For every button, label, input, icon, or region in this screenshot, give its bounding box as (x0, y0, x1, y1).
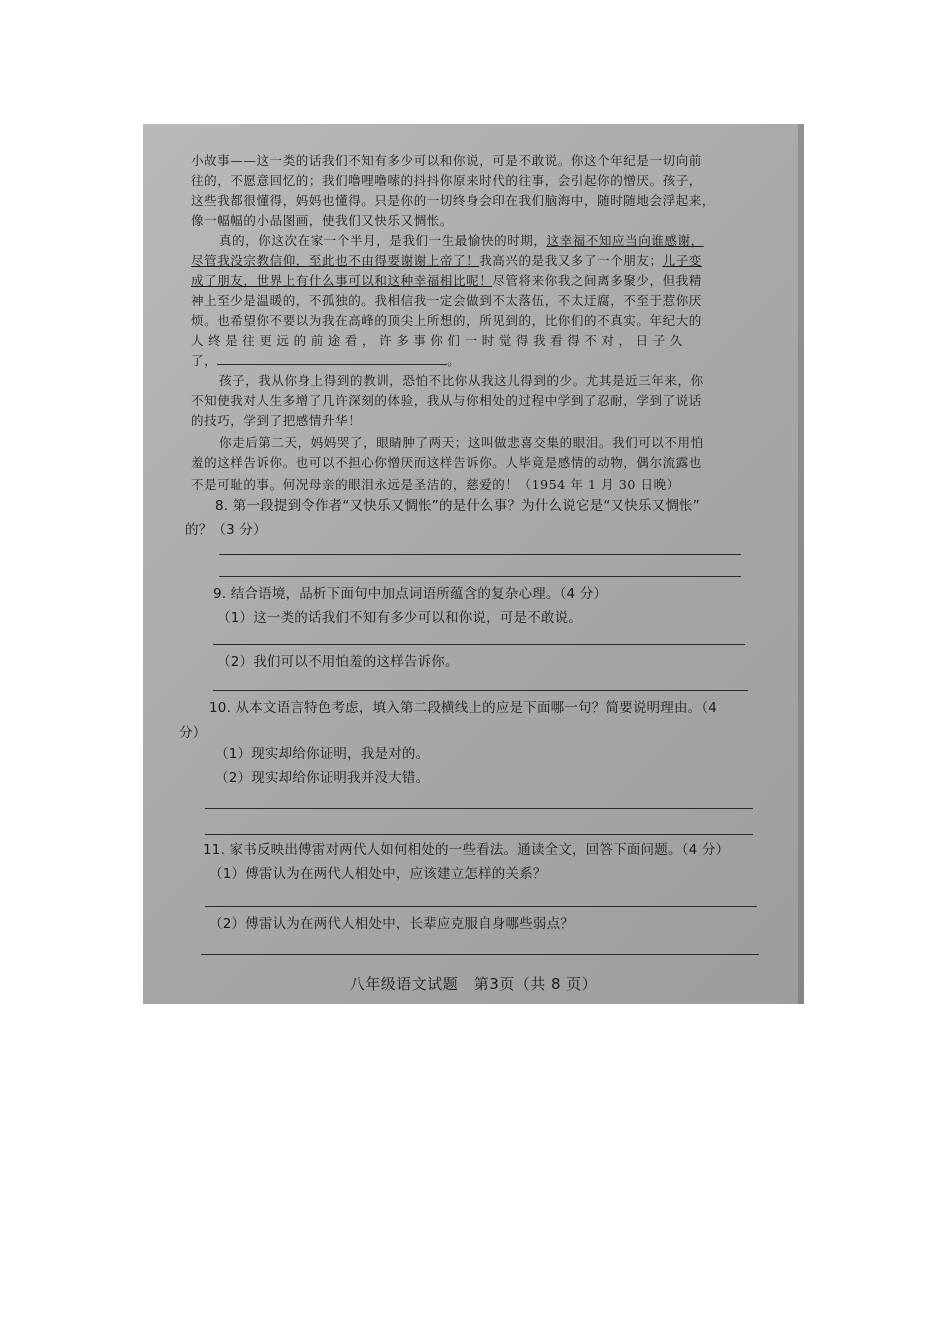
question-9-sub-1: （1）这一类的话我们不知有多少可以和你说，可是不敢说。 (217, 610, 582, 626)
underlined-text: 儿子变 (662, 253, 702, 268)
passage-p2-line (219, 232, 704, 249)
passage-p3-line: 孩子，我从你身上得到的教训，恐怕不比你从我这儿得到的少。尤其是近三年来，你 (219, 373, 704, 388)
underlined-text: 这幸福不知应当向谁感谢， (546, 233, 704, 248)
passage-p1-line: 像一幅幅的小品图画，使我们又快乐又惆怅。 (191, 213, 454, 228)
page-edge-shadow (798, 124, 804, 1004)
underlined-text: 尽管我没宗教信仰，至此也不由得要谢谢上帝了！ (191, 253, 480, 268)
question-11-sub-1: （1）傅雷认为在两代人相处中，应该建立怎样的关系？ (209, 866, 547, 882)
answer-line (213, 644, 745, 645)
question-9-stem: 9. 结合语境，品析下面句中加点词语所蕴含的复杂心理。（4 分） (213, 586, 608, 602)
page-footer: 八年级语文试题 第3页（共 8 页） (349, 975, 598, 993)
passage-text: 尽管将来你我之间离多聚少，但我精 (492, 273, 702, 288)
passage-text: 我高兴的是我又多了一个朋友； (479, 253, 663, 268)
answer-line (205, 834, 753, 835)
passage-text: 真的，你这次在家一个半月，是我们一生最愉快的时期， (219, 233, 547, 248)
question-10-option-2: （2）现实却给你证明我并没大错。 (215, 770, 430, 786)
exam-page-photo (143, 124, 804, 1004)
question-10-stem-cont: 分） (179, 725, 207, 741)
passage-p1-line: 小故事——这一类的话我们不知有多少可以和你说，可是不敢说。你这个年纪是一切向前 (191, 153, 702, 168)
passage-p2-line (191, 272, 702, 289)
passage-p4-line: 你走后第二天，妈妈哭了，眼睛肿了两天；这叫做悲喜交集的眼泪。我们可以不用怕 (219, 435, 704, 450)
question-8-stem-cont: 的？（3 分） (185, 522, 267, 538)
passage-p2-line (191, 252, 702, 269)
underlined-text: 成了朋友，世界上有什么事可以和这种幸福相比呢！ (191, 273, 493, 288)
passage-p4-line: 羞的这样告诉你。也可以不担心你憎厌而这样告诉你。人毕竟是感情的动物，偶尔流露也 (191, 455, 702, 470)
question-9-sub-2: （2）我们可以不用怕羞的这样告诉你。 (217, 654, 459, 670)
question-8-stem: 8. 第一段提到令作者“又快乐又惆怅”的是什么事？为什么说它是“又快乐又惆怅” (215, 498, 700, 514)
question-10-option-1: （1）现实却给你证明，我是对的。 (215, 746, 430, 762)
passage-p1-line: 这些我都很懂得，妈妈也懂得。只是你的一切终身会印在我们脑海中，随时随地会浮起来， (191, 193, 716, 208)
passage-p3-line: 不知使我对人生多增了几许深刻的体验，我从与你相处的过程中学到了忍耐，学到了说话 (191, 393, 702, 408)
answer-line (205, 906, 757, 907)
passage-p2-line: 人终是往更远的前途看，许多事你们一时觉得我看得不对，日子久 (191, 333, 687, 348)
passage-text: 了， (191, 353, 218, 368)
question-10-stem: 10. 从本文语言特色考虑，填入第二段横线上的应是下面哪一句？简要说明理由。（4 (209, 700, 718, 716)
passage-p4-line: 不是可耻的事。何况母亲的眼泪永远是圣洁的，慈爱的！（1954 年 1 月 30 日晚） (191, 477, 680, 492)
passage-p2-line: 烦。也希望你不要以为我在高峰的顶尖上所想的，所见到的，比你们的不真实。年纪大的 (191, 313, 702, 328)
passage-p2-line (191, 352, 460, 369)
passage-text: 。 (447, 353, 461, 368)
fill-in-blank (217, 352, 447, 365)
passage-p2-line: 神上至少是温暖的，不孤独的。我相信我一定会做到不太落伍，不太迂腐，不至于惹你厌 (191, 293, 702, 308)
answer-line (205, 808, 753, 809)
passage-p3-line: 的技巧，学到了把感情升华！ (191, 413, 362, 428)
answer-line (201, 954, 759, 955)
question-11-sub-2: （2）傅雷认为在两代人相处中，长辈应克服自身哪些弱点？ (209, 916, 574, 932)
answer-line (219, 576, 741, 577)
passage-p1-line: 往的，不愿意回忆的；我们噜哩噜嗦的抖抖你原来时代的往事，会引起你的憎厌。孩子， (191, 173, 702, 188)
answer-line (213, 690, 748, 691)
question-11-stem: 11. 家书反映出傅雷对两代人如何相处的一些看法。通读全文，回答下面问题。（4 分） (203, 842, 730, 858)
answer-line (219, 554, 741, 555)
